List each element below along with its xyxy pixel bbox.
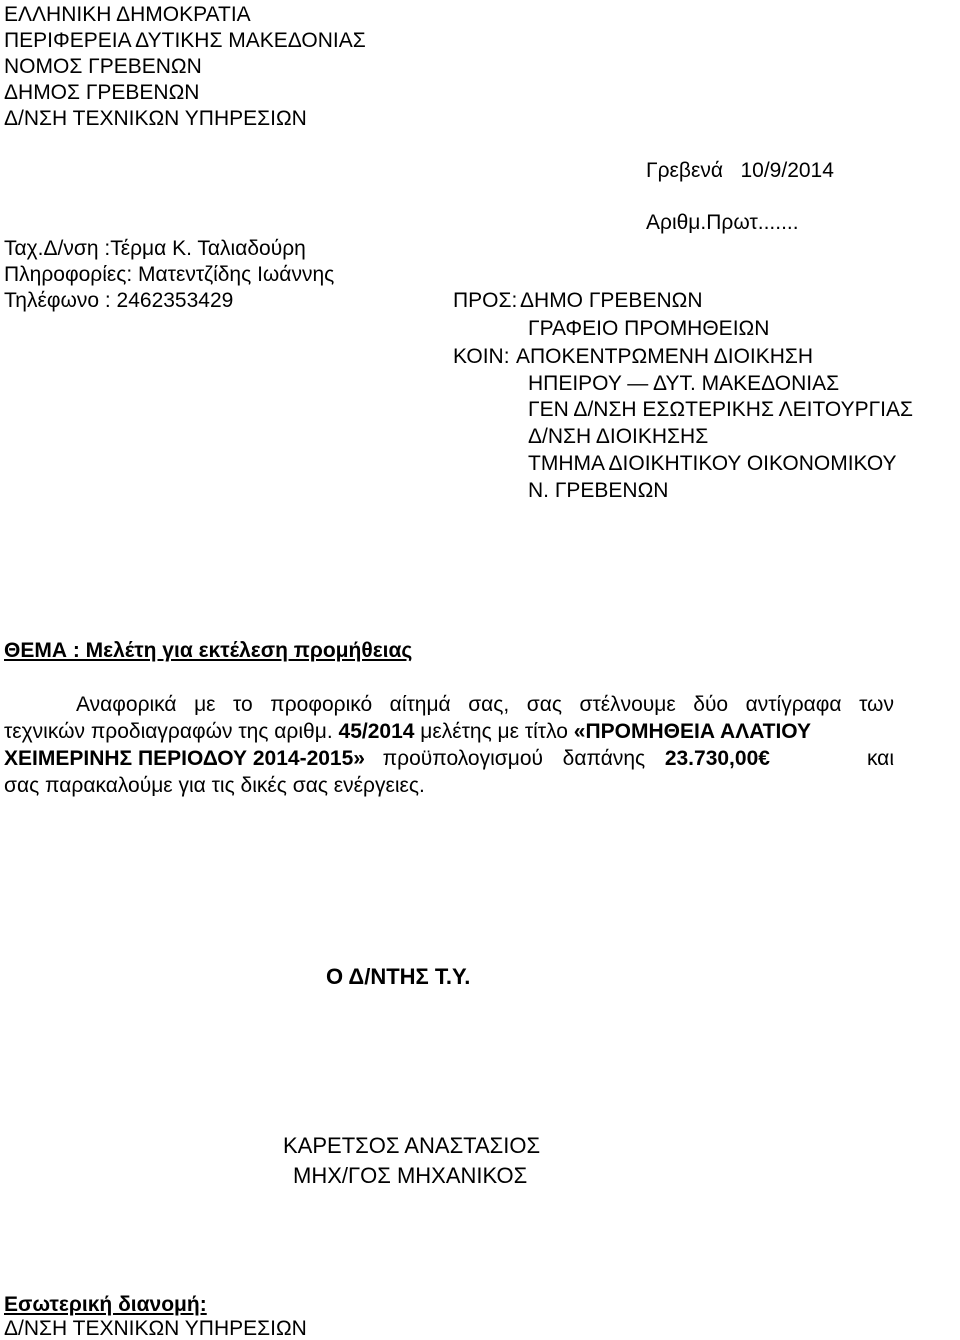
contact-info: Πληροφορίες: Ματεντζίδης Ιωάννης xyxy=(4,263,335,286)
body-line-2 xyxy=(4,721,811,742)
study-title-start: «ΠΡΟΜΗΘΕΙΑ ΑΛΑΤΙΟΥ xyxy=(573,720,812,743)
signature-title: Ο Δ/ΝΤΗΣ Τ.Υ. xyxy=(326,964,471,989)
recipient-to-line: ΔΗΜΟ ΓΡΕΒΕΝΩΝ xyxy=(520,289,703,312)
protocol-number: Αριθμ.Πρωτ....... xyxy=(646,211,799,234)
signature-role: ΜΗΧ/ΓΟΣ ΜΗΧΑΝΙΚΟΣ xyxy=(293,1163,528,1188)
distribution-label: Εσωτερική διανομή: xyxy=(4,1293,207,1316)
body-word: το xyxy=(233,693,253,716)
distribution-line: Δ/ΝΣΗ ΤΕΧΝΙΚΩΝ ΥΠΗΡΕΣΙΩΝ xyxy=(4,1317,307,1340)
body-word: αίτημά xyxy=(389,693,451,716)
recipient-cc-line: ΤΜΗΜΑ ΔΙΟΙΚΗΤΙΚΟΥ ΟΙΚΟΝΟΜΙΚΟΥ xyxy=(528,452,897,475)
body-word: σας, xyxy=(468,693,510,716)
contact-address: Ταχ.Δ/νση :Τέρμα Κ. Ταλιαδούρη xyxy=(4,237,306,260)
header-line-prefecture: ΝΟΜΟΣ ΓΡΕΒΕΝΩΝ xyxy=(4,55,202,78)
date-place: Γρεβενά xyxy=(646,159,723,182)
document-date xyxy=(646,160,834,181)
budget-amount: 23.730,00€ xyxy=(664,747,770,770)
recipient-to-line: ΓΡΑΦΕΙΟ ΠΡΟΜΗΘΕΙΩΝ xyxy=(528,317,770,340)
header-line-department: Δ/ΝΣΗ ΤΕΧΝΙΚΩΝ ΥΠΗΡΕΣΙΩΝ xyxy=(4,107,307,130)
recipient-cc-label: ΚΟΙΝ: xyxy=(453,345,510,368)
body-word: δύο xyxy=(693,693,729,716)
body-word: αντίγραφα xyxy=(745,693,842,716)
study-number: 45/2014 xyxy=(338,720,415,743)
body-line-4: σας παρακαλούμε για τις δικές σας ενέργειες. xyxy=(4,774,425,797)
subject-line: ΘΕΜΑ : Μελέτη για εκτέλεση προμήθειας xyxy=(4,639,413,662)
signature-name: ΚΑΡΕΤΣΟΣ ΑΝΑΣΤΑΣΙΟΣ xyxy=(283,1133,541,1158)
body-text: τεχνικών προδιαγραφών της αριθμ. xyxy=(4,720,333,743)
recipient-cc-line: ΓΕΝ Δ/ΝΣΗ ΕΣΩΤΕΡΙΚΗΣ ΛΕΙΤΟΥΡΓΙΑΣ xyxy=(528,398,913,421)
contact-phone: Τηλέφωνο : 2462353429 xyxy=(4,289,234,312)
date-value: 10/9/2014 xyxy=(740,159,834,182)
recipient-cc-line: ΗΠΕΙΡΟΥ — ΔΥΤ. ΜΑΚΕΔΟΝΙΑΣ xyxy=(528,372,840,395)
body-text: και xyxy=(866,747,894,770)
header-line-municipality: ΔΗΜΟΣ ΓΡΕΒΕΝΩΝ xyxy=(4,81,200,104)
recipient-cc-line: Ν. ΓΡΕΒΕΝΩΝ xyxy=(528,479,669,502)
body-text: προϋπολογισμού xyxy=(382,747,543,770)
body-text: δαπάνης xyxy=(562,747,646,770)
body-word: προφορικό xyxy=(270,693,373,716)
recipient-cc-line: Δ/ΝΣΗ ΔΙΟΙΚΗΣΗΣ xyxy=(528,425,709,448)
body-word: με xyxy=(194,693,216,716)
header-line-region: ΠΕΡΙΦΕΡΕΙΑ ΔΥΤΙΚΗΣ ΜΑΚΕΔΟΝΙΑΣ xyxy=(4,29,366,52)
body-line-1 xyxy=(76,694,894,715)
body-line-3 xyxy=(4,748,894,769)
recipient-to-label: ΠΡΟΣ: xyxy=(453,289,518,312)
recipient-cc-line: ΑΠΟΚΕΝΤΡΩΜΕΝΗ ΔΙΟΙΚΗΣΗ xyxy=(516,345,814,368)
body-word: σας xyxy=(526,693,562,716)
header-line-country: ΕΛΛΗΝΙΚΗ ΔΗΜΟΚΡΑΤΙΑ xyxy=(4,3,251,26)
body-word: Αναφορικά xyxy=(76,693,177,716)
study-title-end: ΧΕΙΜΕΡΙΝΗΣ ΠΕΡΙΟΔΟΥ 2014-2015» xyxy=(4,747,365,770)
body-word: στέλνουμε xyxy=(579,693,676,716)
body-text: μελέτης με τίτλο xyxy=(420,720,568,743)
body-word: των xyxy=(859,693,894,716)
